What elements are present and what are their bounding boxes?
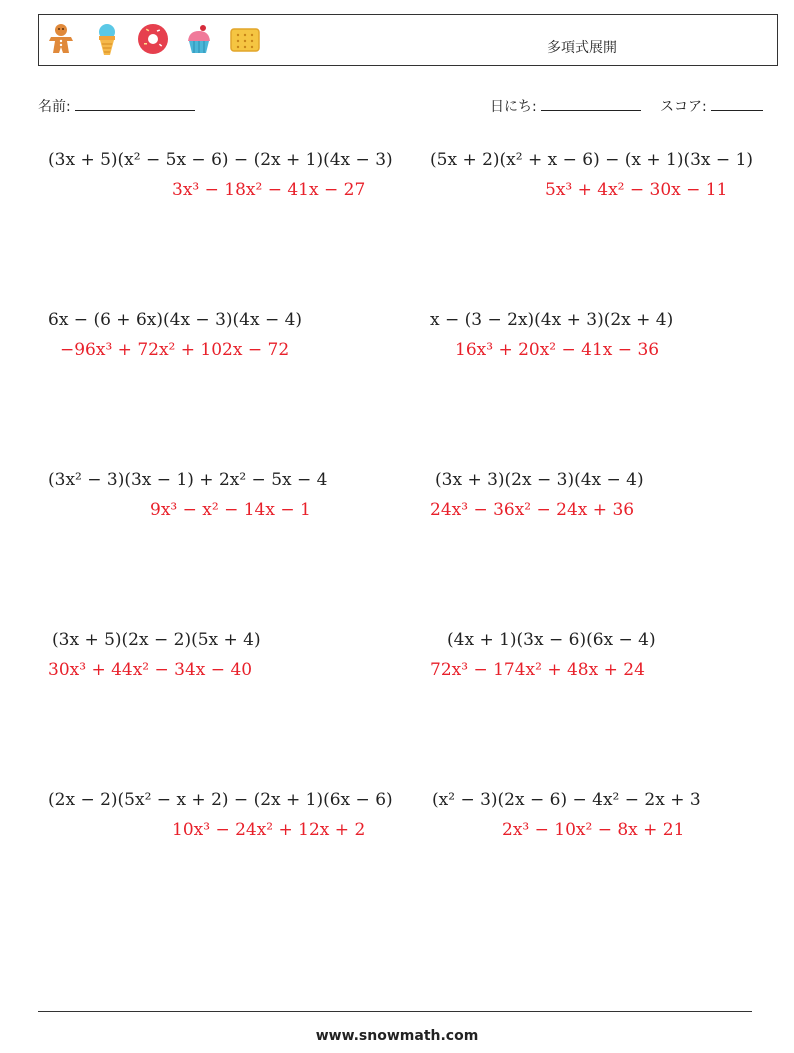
date-label: 日にち: — [490, 99, 537, 115]
problem-question: (x² − 3)(2x − 6) − 4x² − 2x + 3 — [432, 790, 701, 810]
problem-question: (2x − 2)(5x² − x + 2) − (2x + 1)(6x − 6) — [48, 790, 393, 810]
problem-answer: 10x³ − 24x² + 12x + 2 — [172, 820, 366, 840]
date-field[interactable] — [490, 96, 641, 116]
problem-answer: −96x³ + 72x² + 102x − 72 — [60, 340, 290, 360]
name-field[interactable] — [38, 96, 195, 116]
score-label: スコア: — [660, 99, 707, 115]
problem-answer: 72x³ − 174x² + 48x + 24 — [430, 660, 645, 680]
gingerbread-icon — [43, 21, 79, 57]
cupcake-icon — [181, 21, 217, 57]
problem-question: x − (3 − 2x)(4x + 3)(2x + 4) — [430, 310, 674, 330]
icon-row — [43, 21, 263, 57]
problem-question: 6x − (6 + 6x)(4x − 3)(4x − 4) — [48, 310, 303, 330]
problem-answer: 9x³ − x² − 14x − 1 — [150, 500, 311, 520]
cracker-icon — [227, 21, 263, 57]
donut-icon — [135, 21, 171, 57]
problem-question: (4x + 1)(3x − 6)(6x − 4) — [447, 630, 656, 650]
problem-question: (3x + 5)(2x − 2)(5x + 4) — [52, 630, 261, 650]
problem-question: (5x + 2)(x² + x − 6) − (x + 1)(3x − 1) — [430, 150, 754, 170]
date-blank[interactable] — [541, 98, 641, 111]
problem-answer: 24x³ − 36x² − 24x + 36 — [430, 500, 635, 520]
problem-answer: 5x³ + 4x² − 30x − 11 — [545, 180, 728, 200]
problem-answer: 16x³ + 20x² − 41x − 36 — [455, 340, 660, 360]
problem-answer: 3x³ − 18x² − 41x − 27 — [172, 180, 366, 200]
ice-cream-icon — [89, 21, 125, 57]
problem-question: (3x + 3)(2x − 3)(4x − 4) — [435, 470, 644, 490]
worksheet-title: 多項式展開 — [547, 40, 617, 56]
header-box — [38, 14, 778, 66]
score-blank[interactable] — [711, 98, 763, 111]
problem-question: (3x + 5)(x² − 5x − 6) − (2x + 1)(4x − 3) — [48, 150, 393, 170]
problem-answer: 30x³ + 44x² − 34x − 40 — [48, 660, 253, 680]
problem-answer: 2x³ − 10x² − 8x + 21 — [502, 820, 685, 840]
footer-divider — [38, 1011, 752, 1012]
score-field[interactable] — [660, 96, 763, 116]
name-label: 名前: — [38, 99, 71, 115]
name-blank[interactable] — [75, 98, 195, 111]
problem-question: (3x² − 3)(3x − 1) + 2x² − 5x − 4 — [48, 470, 328, 490]
footer-url[interactable]: www.snowmath.com — [315, 1028, 479, 1044]
